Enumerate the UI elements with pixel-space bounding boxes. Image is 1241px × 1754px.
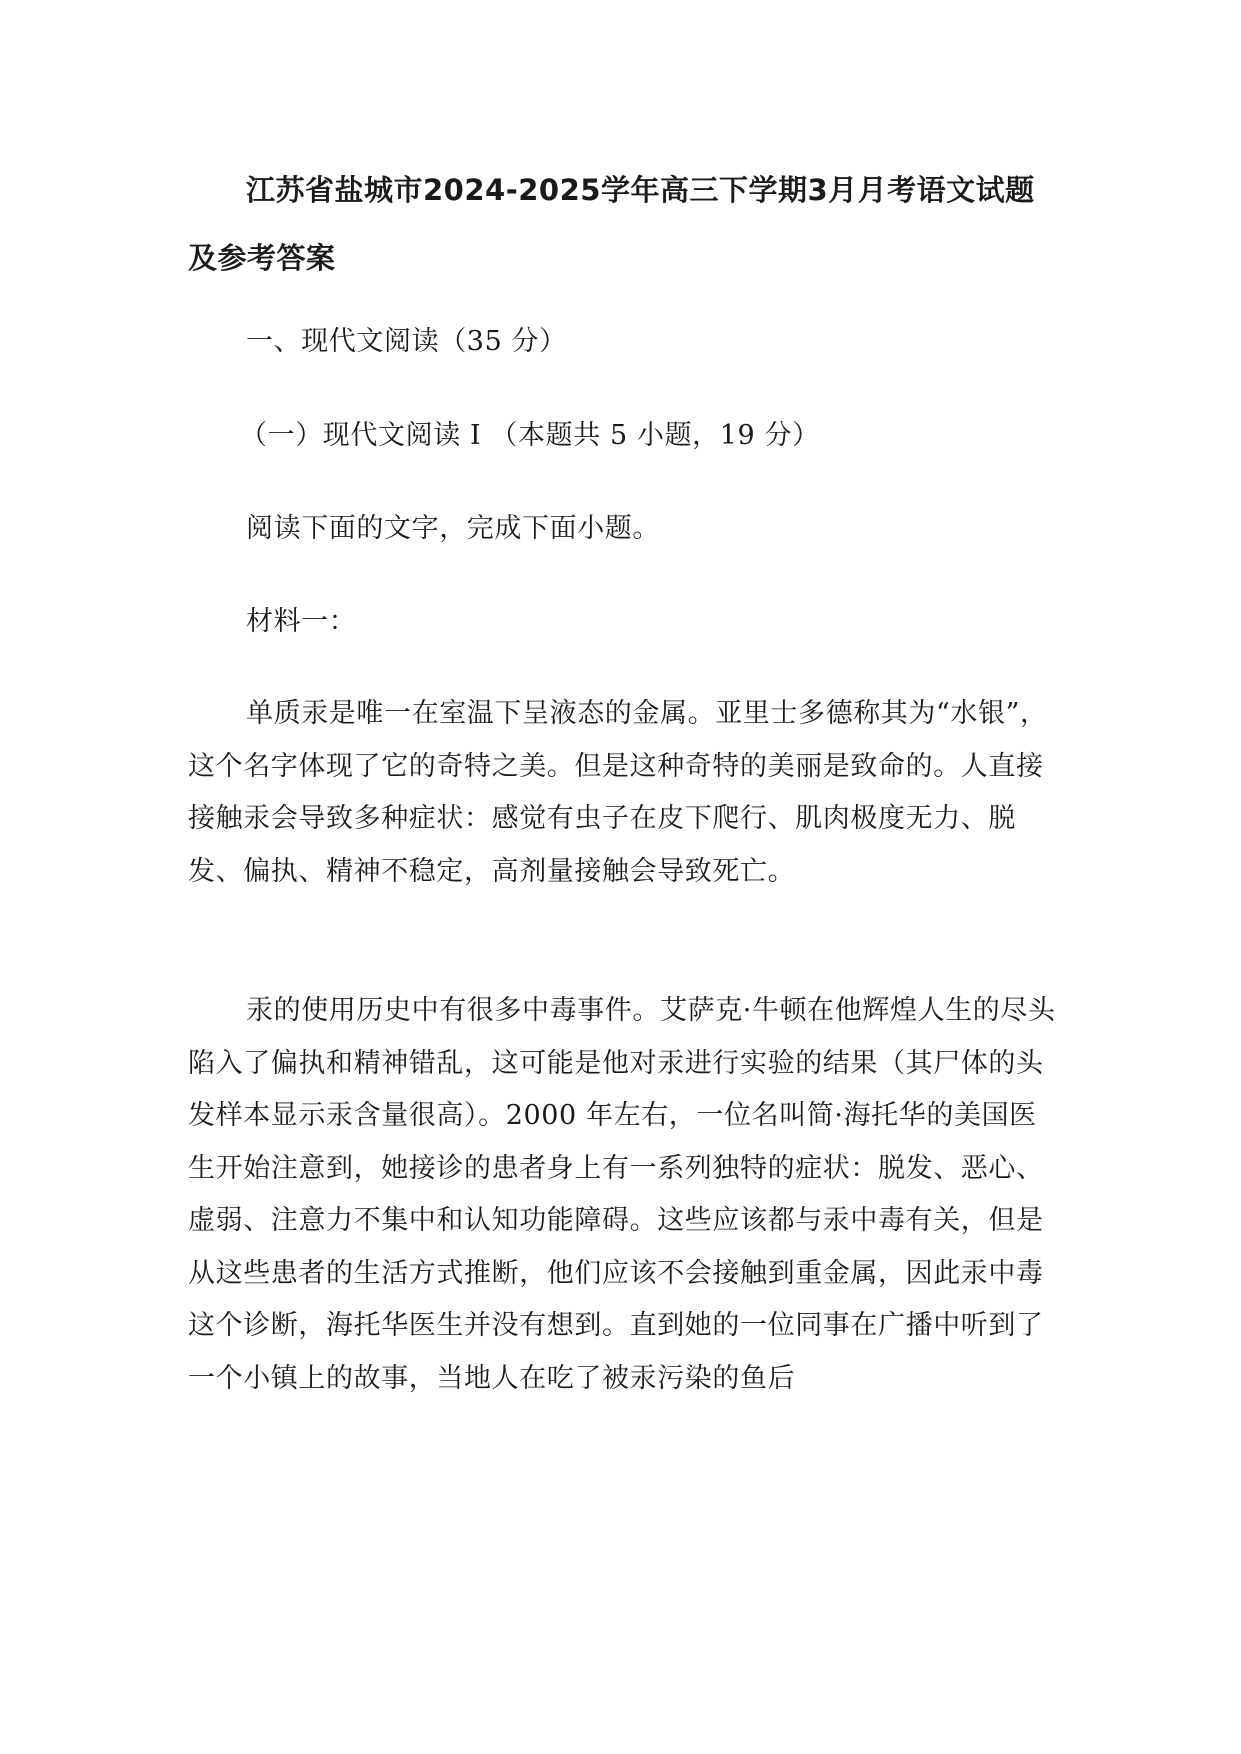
instruction-text: 阅读下面的文字，完成下面小题。 — [246, 513, 660, 544]
paragraph-2: 汞的使用历史中有很多中毒事件。艾萨克·牛顿在他辉煌人生的尽头陷入了偏执和精神错乱，这可能是他对汞进行实验的结果（其尸体的头发样本显示汞含量很高）。2000 年左右，一位名叫简·海托华的美国医生开始注意到，她接诊的患者身上有一系列独特的症状：脱发、恶心、虚弱、注意力不集中和认知功能障碍。这些应该都与汞中毒有关，但是从这些患者的生活方式推断，他们应该不会接触到重金属，因此汞中毒这个诊断，海托华医生并没有想到。直到她的一位同事在广播中听到了一个小镇上的故事，当地人在吃了被汞污染的鱼后 — [188, 995, 1056, 1394]
subsection-heading: （一）现代文阅读 I （本题共 5 小题，19 分） — [240, 420, 820, 451]
paragraph-1: 单质汞是唯一在室温下呈液态的金属。亚里士多德称其为“水银”，这个名字体现了它的奇特之美。但是这种奇特的美丽是致命的。人直接接触汞会导致多种症状：感觉有虫子在皮下爬行、肌肉极度无力、脱发、偏执、精神不稳定，高剂量接触会导致死亡。 — [188, 698, 1048, 887]
document-title: 江苏省盐城市2024-2025学年高三下学期3月月考语文试题及参考答案 — [188, 173, 1035, 275]
section-heading: 一、现代文阅读（35 分） — [246, 326, 567, 357]
material-label: 材料一： — [246, 606, 357, 637]
